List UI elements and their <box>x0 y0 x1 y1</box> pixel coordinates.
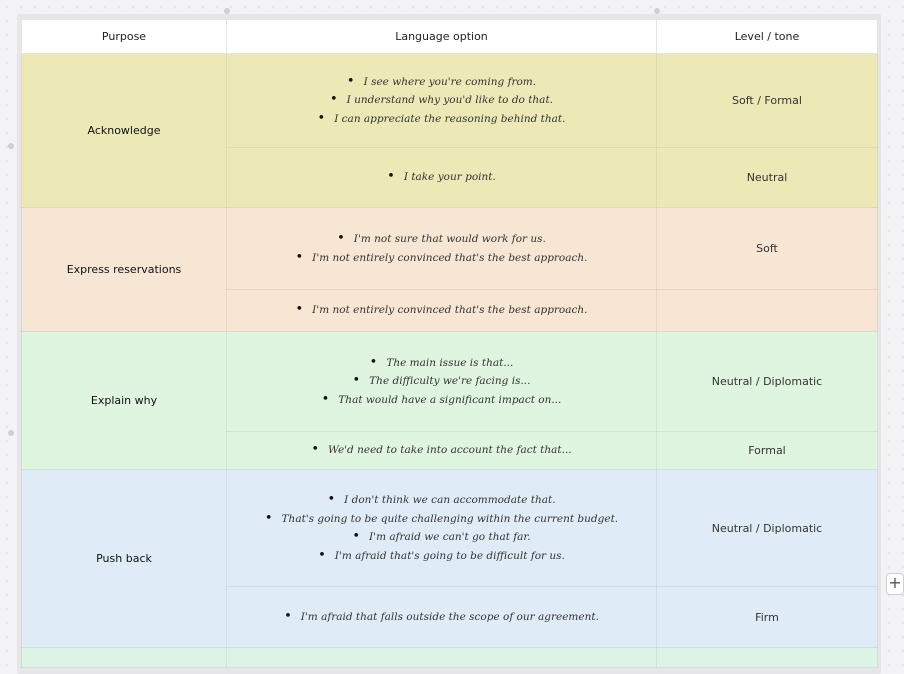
options-list <box>227 168 656 187</box>
header-row <box>22 20 878 54</box>
language-option-cell[interactable] <box>227 587 657 648</box>
table-row <box>22 208 878 290</box>
options-list <box>227 441 656 460</box>
list-item: • I'm not entirely convinced that's the best approach. <box>227 249 656 268</box>
tone-cell[interactable]: Formal <box>657 432 878 470</box>
purpose-cell[interactable]: Acknowledge <box>22 54 227 208</box>
header-language-option[interactable]: Language option <box>227 20 657 54</box>
list-item: • I see where you're coming from. <box>227 73 656 92</box>
list-item: • The difficulty we're facing is... <box>227 372 656 391</box>
purpose-cell[interactable]: Express reservations <box>22 208 227 332</box>
language-option-cell[interactable] <box>227 648 657 668</box>
table-row <box>22 54 878 148</box>
resize-handle[interactable] <box>8 143 14 149</box>
language-option-cell[interactable] <box>227 148 657 208</box>
language-option-cell[interactable] <box>227 208 657 290</box>
resize-handle[interactable] <box>8 430 14 436</box>
tone-cell[interactable]: Soft <box>657 208 878 290</box>
plus-icon: + <box>888 573 902 592</box>
options-list <box>227 354 656 410</box>
list-item: • We'd need to take into account the fact that... <box>227 441 656 460</box>
options-list <box>227 608 656 627</box>
list-item: • The main issue is that... <box>227 354 656 373</box>
language-option-cell[interactable] <box>227 432 657 470</box>
resize-handle[interactable] <box>224 8 230 14</box>
options-list <box>227 73 656 129</box>
header-level-tone[interactable]: Level / tone <box>657 20 878 54</box>
options-list <box>227 491 656 565</box>
language-option-cell[interactable] <box>227 332 657 432</box>
list-item: • I'm afraid that's going to be difficult for us. <box>227 547 656 566</box>
purpose-cell[interactable] <box>22 648 227 668</box>
table-row <box>22 470 878 587</box>
tone-cell[interactable]: Neutral / Diplomatic <box>657 470 878 587</box>
list-item: • I'm afraid we can't go that far. <box>227 528 656 547</box>
list-item: • I take your point. <box>227 168 656 187</box>
list-item: • I understand why you'd like to do that. <box>227 91 656 110</box>
options-list <box>227 301 656 320</box>
list-item: • That would have a significant impact on... <box>227 391 656 410</box>
list-item: • That's going to be quite challenging within the current budget. <box>227 510 656 529</box>
list-item: • I'm afraid that falls outside the scope of our agreement. <box>227 608 656 627</box>
phrases-table <box>21 19 878 668</box>
header-purpose[interactable]: Purpose <box>22 20 227 54</box>
list-item: • I'm not entirely convinced that's the best approach. <box>227 301 656 320</box>
tone-cell[interactable]: Neutral / Diplomatic <box>657 332 878 432</box>
tone-cell[interactable]: Neutral <box>657 148 878 208</box>
language-option-cell[interactable] <box>227 54 657 148</box>
list-item: • I can appreciate the reasoning behind that. <box>227 110 656 129</box>
table-row <box>22 648 878 668</box>
resize-handle[interactable] <box>654 8 660 14</box>
list-item: • I don't think we can accommodate that. <box>227 491 656 510</box>
tone-cell[interactable] <box>657 648 878 668</box>
purpose-cell[interactable]: Push back <box>22 470 227 648</box>
table-row <box>22 332 878 432</box>
options-list <box>227 230 656 267</box>
add-column-button[interactable] <box>886 573 904 595</box>
tone-cell[interactable]: Soft / Formal <box>657 54 878 148</box>
tone-cell[interactable] <box>657 290 878 332</box>
tone-cell[interactable]: Firm <box>657 587 878 648</box>
list-item: • I'm not sure that would work for us. <box>227 230 656 249</box>
language-option-cell[interactable] <box>227 470 657 587</box>
purpose-cell[interactable]: Explain why <box>22 332 227 470</box>
language-option-cell[interactable] <box>227 290 657 332</box>
